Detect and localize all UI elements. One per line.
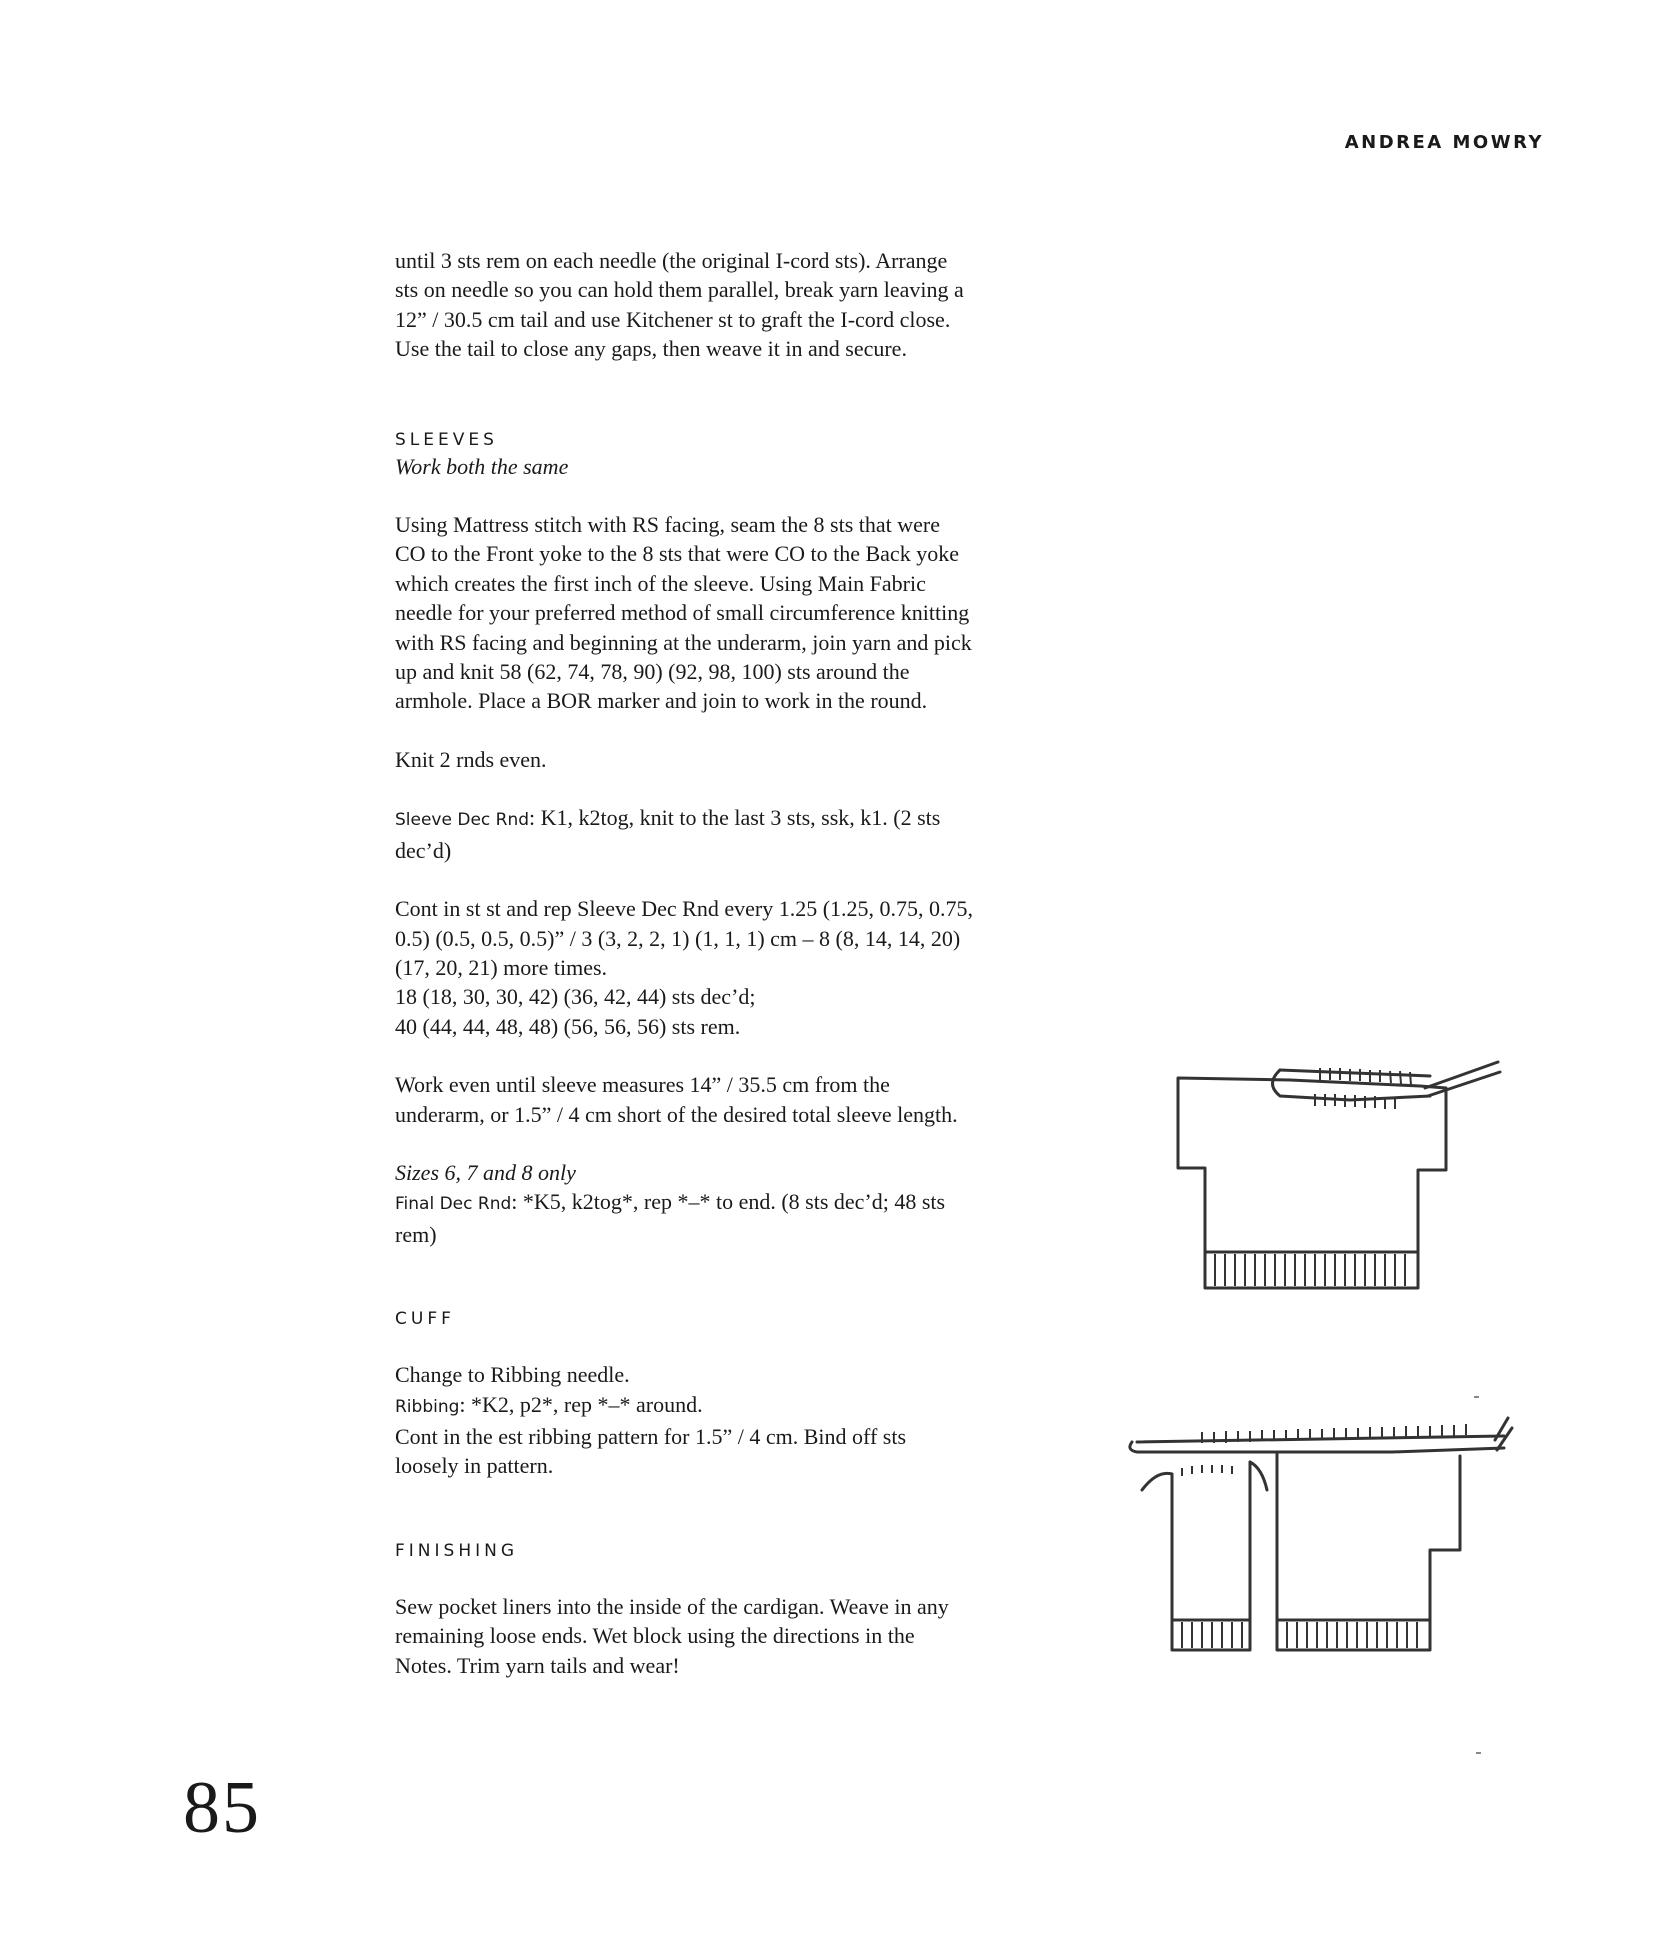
body-drawing	[1122, 1410, 1522, 1660]
cuff-line-3: Cont in the est ribbing pattern for 1.5” / 4 cm. Bind off sts loosely in pattern.	[395, 1423, 907, 1479]
sleeves-sts-remaining: 40 (44, 44, 48, 48) (56, 56, 56) sts rem.	[395, 1013, 741, 1039]
left-sleeve-cord	[1142, 1473, 1172, 1490]
intro-paragraph: until 3 sts rem on each needle (the original I-cord sts). Arrange sts on needle so you can hold them parallel, break yarn leaving a 12” / 30.5 cm tail and use Kitchener st to graft the I-cord close. Use the tail to close any gaps, then weave it in and secure.	[395, 248, 964, 362]
finishing-heading: FINISHING	[395, 1540, 519, 1561]
sleeve-dec-label: Sleeve Dec Rnd	[395, 810, 530, 831]
sleeves-sts-decreased: 18 (18, 30, 30, 42) (36, 42, 44) sts dec’d;	[395, 984, 756, 1010]
ribbing-paragraph	[395, 1390, 975, 1422]
sleeve-dec-paragraph	[395, 803, 975, 865]
pattern-text	[395, 246, 975, 1680]
sizes-note: Sizes 6, 7 and 8 only	[395, 1159, 576, 1185]
running-header-author: ANDREA MOWRY	[1344, 132, 1544, 153]
ribbing-marks	[1215, 1254, 1405, 1286]
final-dec-text: : *K5, k2tog*, rep *–* to end. (8 sts dec’d; 48 sts rem)	[395, 1189, 946, 1247]
body-illustration	[1122, 1410, 1522, 1660]
sleeves-subheading: Work both the same	[395, 453, 569, 479]
cord-top	[1280, 1070, 1430, 1076]
sleeves-paragraph-4: Work even until sleeve measures 14” / 35.5 cm from the underarm, or 1.5” / 4 cm short of the desired total sleeve length.	[395, 1072, 958, 1127]
sleeves-paragraph-3: Cont in st st and rep Sleeve Dec Rnd every 1.25 (1.25, 0.75, 0.75, 0.5) (0.5, 0.5, 0.5)” / 3 (3, 2, 2, 1) (1, 1, 1) cm – 8 (8, 14, 14, 20) (17, 20, 21) more times.	[395, 896, 974, 980]
page-number: 85	[183, 1767, 261, 1849]
sleeves-paragraph-2: Knit 2 rnds even.	[395, 746, 547, 772]
sleeve-drawing	[1170, 1050, 1510, 1290]
sleeves-heading: SLEEVES	[395, 429, 498, 450]
ribbing-label: Ribbing	[395, 1396, 460, 1417]
cuff-heading: CUFF	[395, 1309, 455, 1330]
sleeve-dec-text: : K1, k2tog, knit to the last 3 sts, ssk, k1. (2 sts dec’d)	[395, 805, 941, 863]
sleeves-paragraph-1: Using Mattress stitch with RS facing, seam the 8 sts that were CO to the Front yoke to the 8 sts that were CO to the Back yoke which creates the first inch of the sleeve. Using Main Fabric needle for your preferred method of small circumference knitting with RS facing and beginning at the underarm, join yarn and pick up and knit 58 (62, 74, 78, 90) (92, 98, 100) sts around the armhole. Place a BOR marker and join to work in the round.	[395, 512, 972, 714]
finishing-paragraph: Sew pocket liners into the inside of the cardigan. Weave in any remaining loose ends. Wet block using the directions in the Notes. Trim yarn tails and wear!	[395, 1593, 949, 1678]
sleeve-illustration	[1170, 1050, 1510, 1290]
needle-top	[1137, 1436, 1504, 1442]
final-dec-paragraph	[395, 1187, 975, 1249]
scan-speck	[1476, 1752, 1481, 1754]
cuff-line-1: Change to Ribbing needle.	[395, 1362, 630, 1388]
left-sleeve-cord-2	[1250, 1462, 1267, 1490]
needle-bottom	[1130, 1442, 1504, 1452]
hem-ribbing-marks	[1182, 1622, 1417, 1648]
sleeve-stitches	[1182, 1465, 1232, 1476]
left-panel	[1172, 1462, 1250, 1650]
ribbing-text: : *K2, p2*, rep *–* around.	[459, 1391, 703, 1417]
final-dec-label: Final Dec Rnd	[395, 1194, 512, 1215]
scan-speck	[1474, 1396, 1479, 1398]
